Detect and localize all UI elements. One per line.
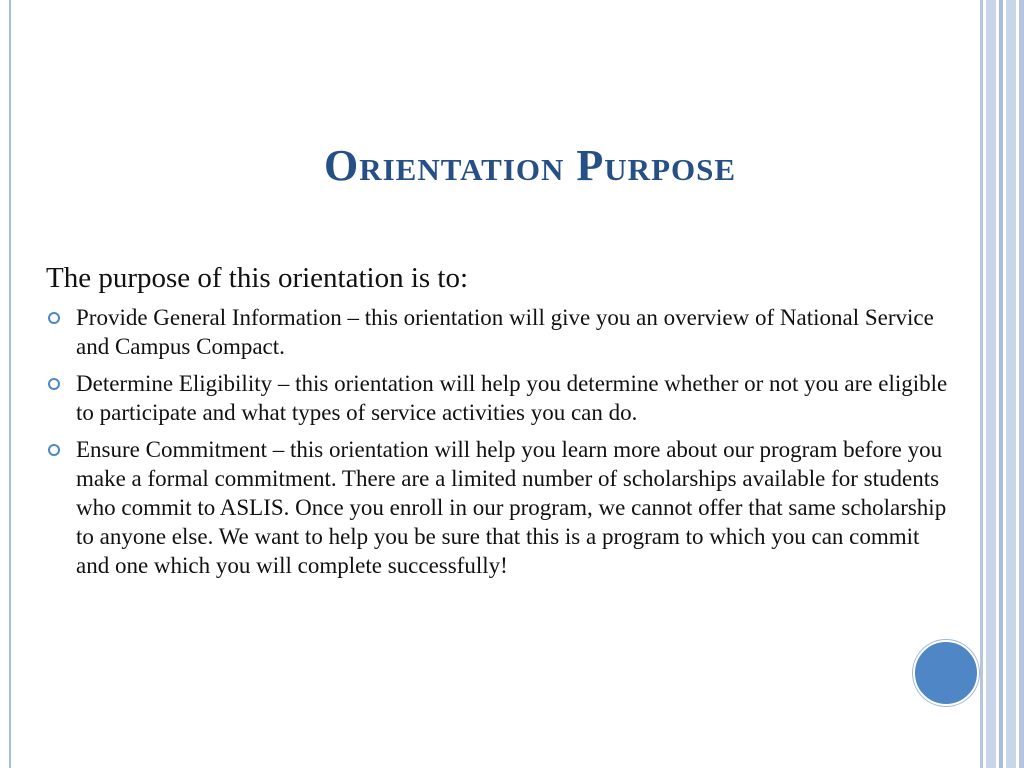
slide-title: Orientation Purpose (323, 141, 737, 190)
list-item (46, 435, 956, 580)
stripe (999, 0, 1003, 768)
stripe (1019, 0, 1024, 768)
bullet-circle-icon (48, 378, 60, 390)
left-border-rule (9, 0, 11, 768)
stripe (1006, 0, 1016, 768)
decorative-circle (913, 640, 979, 706)
list-item-text: Determine Eligibility – this orientation will help you determine whether or not you are eligible to participate and what types of service activities you can do. (76, 371, 948, 425)
bullet-circle-icon (48, 444, 60, 456)
list-item-text: Provide General Information – this orientation will give you an overview of National Service and Campus Compact. (76, 305, 934, 359)
stripe (980, 0, 983, 768)
slide-body (46, 262, 956, 588)
bullet-circle-icon (48, 312, 60, 324)
list-item-text: Ensure Commitment – this orientation will help you learn more about our program before you make a formal commitment. There are a limited number of scholarships available for students who commit to ASLIS. Once you enroll in our program, we cannot offer that same scholarship to anyone else. We want to help you be sure that this is a program to which you can commit and one which you will complete successfully! (76, 437, 947, 578)
list-item (46, 369, 956, 427)
right-decorative-stripes (980, 0, 1024, 768)
list-item (46, 303, 956, 361)
bullet-list (46, 303, 956, 580)
stripe (986, 0, 996, 768)
lead-text: The purpose of this orientation is to: (46, 262, 469, 294)
